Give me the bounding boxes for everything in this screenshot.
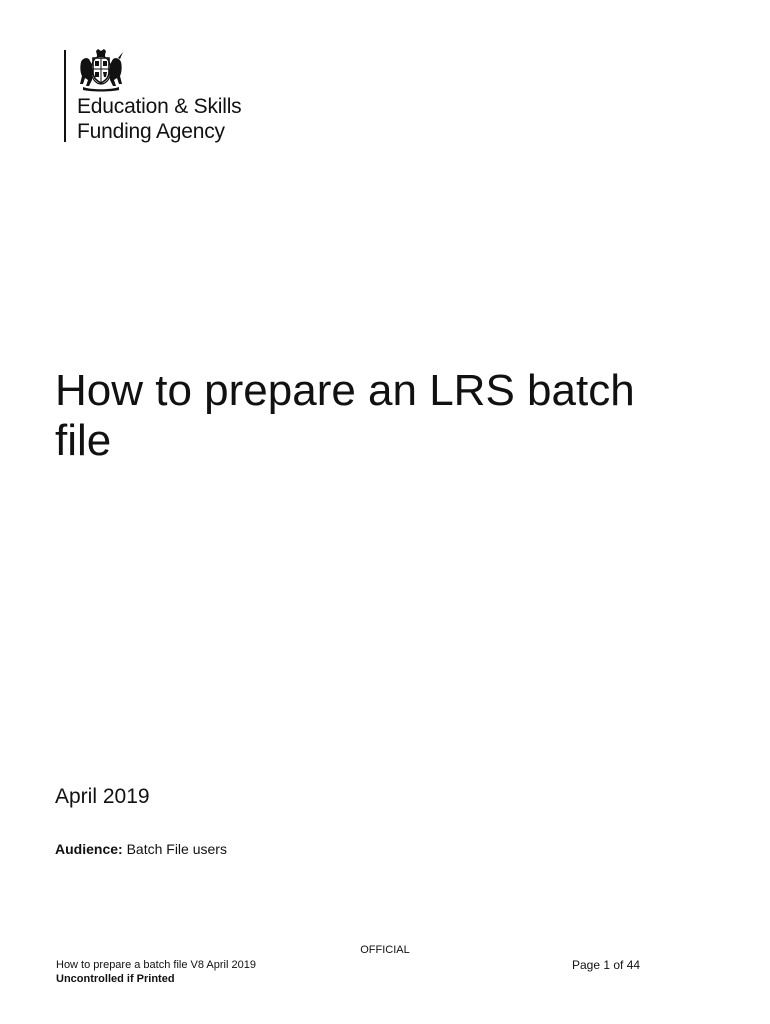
audience-label: Audience: — [55, 841, 123, 857]
agency-name — [77, 94, 241, 144]
royal-coat-of-arms-icon — [77, 48, 125, 92]
page-number: Page 1 of 44 — [572, 958, 641, 972]
document-title — [55, 366, 695, 466]
document-title-line-1: How to prepare an LRS batch — [55, 366, 635, 415]
logo-divider — [64, 50, 66, 142]
footer-control-note: Uncontrolled if Printed — [56, 973, 175, 985]
audience-value: Batch File users — [126, 841, 227, 857]
security-classification: OFFICIAL — [360, 944, 410, 956]
agency-name-line-2: Funding Agency — [77, 120, 225, 143]
agency-name-line-1: Education & Skills — [77, 95, 242, 118]
document-title-line-2: file — [55, 416, 112, 465]
audience-statement — [55, 840, 227, 858]
publication-date: April 2019 — [55, 785, 150, 808]
agency-logo — [64, 48, 324, 148]
footer-document-info — [56, 958, 256, 986]
footer-document-ref: How to prepare a batch file V8 April 2019 — [56, 959, 256, 971]
